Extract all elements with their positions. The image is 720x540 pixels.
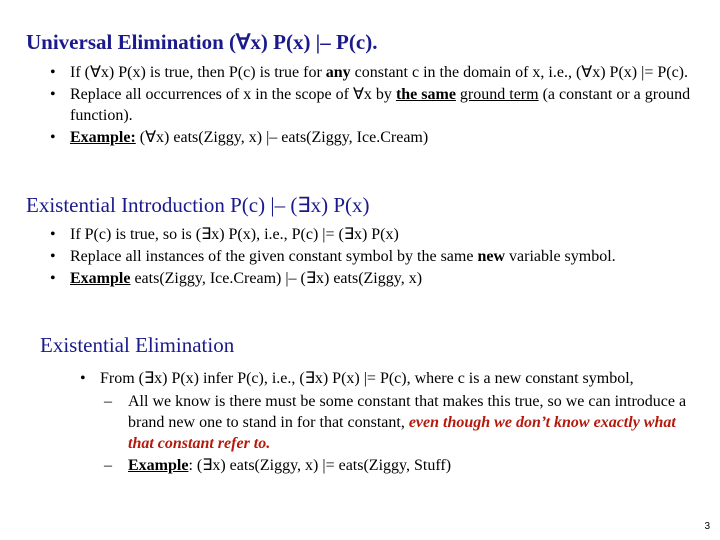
existential-elimination-title: Existential Elimination bbox=[40, 333, 235, 357]
list-item: • If P(c) is true, so is (∃x) P(x), i.e., P(c) |= (∃x) P(x) bbox=[48, 224, 698, 245]
existential-introduction-title: Existential Introduction P(c) |– (∃x) P(x) bbox=[26, 193, 370, 217]
page-number: 3 bbox=[704, 521, 710, 532]
list-item: – Example: (∃x) eats(Ziggy, x) |= eats(Ziggy, Stuff) bbox=[100, 455, 688, 476]
existential-elimination-bullets bbox=[78, 368, 688, 477]
list-item: • Replace all instances of the given constant symbol by the same new variable symbol. bbox=[48, 246, 698, 267]
list-item: • If (∀x) P(x) is true, then P(c) is true for any constant c in the domain of x, i.e., (∀x) P(x) |= P(c). bbox=[48, 62, 698, 83]
universal-elimination-title: Universal Elimination (∀x) P(x) |– P(c). bbox=[26, 30, 378, 54]
list-item: • Example eats(Ziggy, Ice.Cream) |– (∃x) eats(Ziggy, x) bbox=[48, 268, 698, 289]
list-item: – All we know is there must be some constant that makes this true, so we can introduce a brand new one to stand in for that constant, even though we don’t know exactly what that constant refer to. bbox=[100, 391, 688, 454]
list-item: • From (∃x) P(x) infer P(c), i.e., (∃x) P(x) |= P(c), where c is a new constant symbol, – All we know is there must be some constant that makes this true, so we can introduce a brand new one to stand in for that constant, even though we don’t know exactly what that constant refer to. – Example: (∃x) eats(Ziggy, x) |= eats(Ziggy, Stuff) bbox=[78, 368, 688, 476]
existential-introduction-bullets bbox=[48, 224, 698, 290]
universal-elimination-bullets bbox=[48, 62, 698, 149]
existential-elimination-subbullets bbox=[100, 391, 688, 476]
list-item: • Example: (∀x) eats(Ziggy, x) |– eats(Ziggy, Ice.Cream) bbox=[48, 127, 698, 148]
list-item: • Replace all occurrences of x in the scope of ∀x by the same ground term (a constant or a ground function). bbox=[48, 84, 698, 126]
